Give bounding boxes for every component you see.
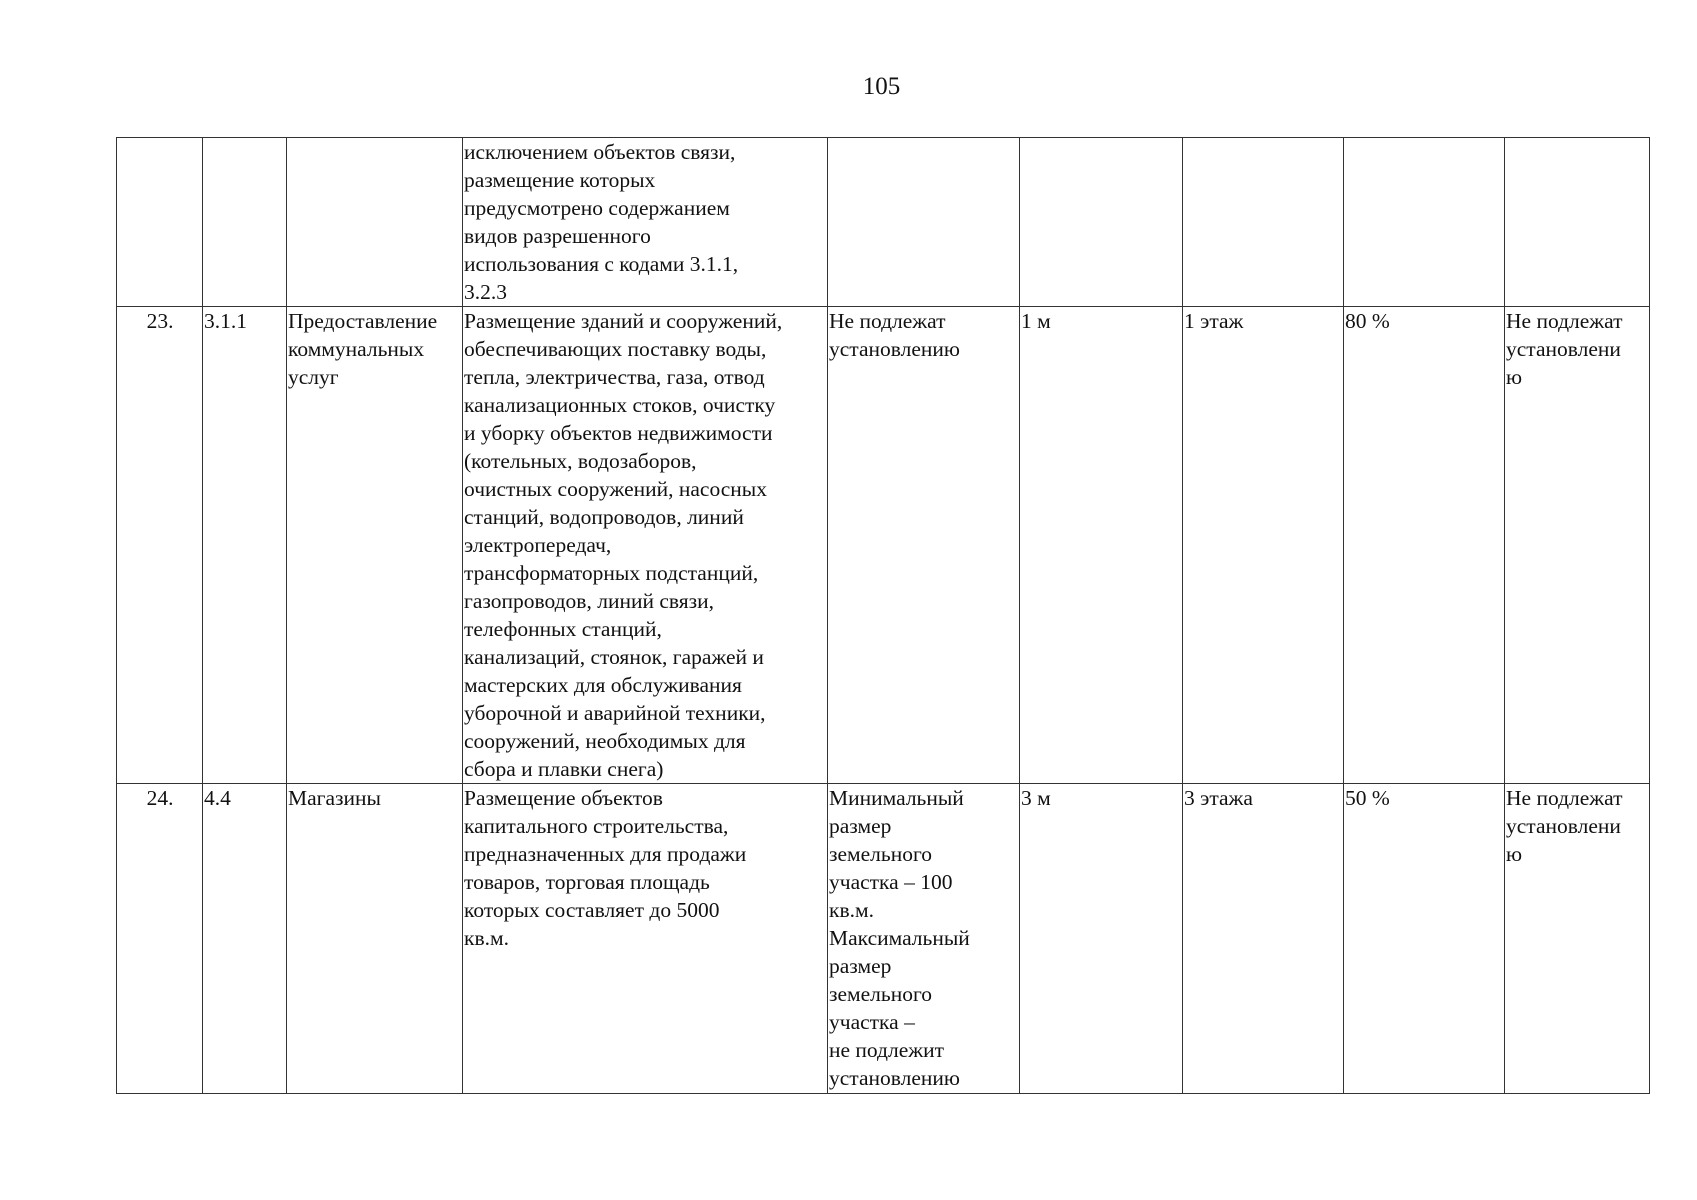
setback-cell: 1 м [1020, 307, 1183, 784]
code-cell [203, 138, 287, 307]
name-cell: Магазины [287, 784, 463, 1094]
floors-cell: 1 этаж [1183, 307, 1344, 784]
setback-cell: 3 м [1020, 784, 1183, 1094]
name-cell: Предоставление коммунальных услуг [287, 307, 463, 784]
row-number-cell: 24. [117, 784, 203, 1094]
description-cell: исключением объектов связи, размещение которых предусмотрено содержанием видов разрешенного использования с кодами 3.1.1, 3.2.3 [463, 138, 828, 307]
description-cell: Размещение объектов капитального строительства, предназначенных для продажи товаров, торговая площадь которых составляет до 5000 кв.м. [463, 784, 828, 1094]
code-cell: 3.1.1 [203, 307, 287, 784]
code-cell: 4.4 [203, 784, 287, 1094]
page-number: 105 [862, 73, 901, 100]
coverage-cell [1344, 138, 1505, 307]
coverage-cell: 50 % [1344, 784, 1505, 1094]
floors-cell [1183, 138, 1344, 307]
description-cell: Размещение зданий и сооружений, обеспечивающих поставку воды, тепла, электричества, газа, отвод канализационных стоков, очистку и уборку объектов недвижимости (котельных, водозаборов, очистных сооружений, насосных станций, водопроводов, линий электропередач, трансформаторных подстанций, газопроводов, линий связи, телефонных станций, канализаций, стоянок, гаражей и мастерских для обслуживания уборочной и аварийной техники, сооружений, необходимых для сбора и плавки снега) [463, 307, 828, 784]
coverage-cell: 80 % [1344, 307, 1505, 784]
other-cell: Не подлежат установлени ю [1505, 784, 1650, 1094]
other-cell: Не подлежат установлени ю [1505, 307, 1650, 784]
setback-cell [1020, 138, 1183, 307]
regulations-table [116, 137, 1650, 1094]
plot-size-cell: Минимальный размер земельного участка – 100 кв.м. Максимальный размер земельного участка – не подлежит установлению [828, 784, 1020, 1094]
plot-size-cell [828, 138, 1020, 307]
table-row [117, 307, 1650, 784]
table-row [117, 784, 1650, 1094]
table-row [117, 138, 1650, 307]
other-cell [1505, 138, 1650, 307]
row-number-cell [117, 138, 203, 307]
row-number-cell: 23. [117, 307, 203, 784]
name-cell [287, 138, 463, 307]
plot-size-cell: Не подлежат установлению [828, 307, 1020, 784]
floors-cell: 3 этажа [1183, 784, 1344, 1094]
